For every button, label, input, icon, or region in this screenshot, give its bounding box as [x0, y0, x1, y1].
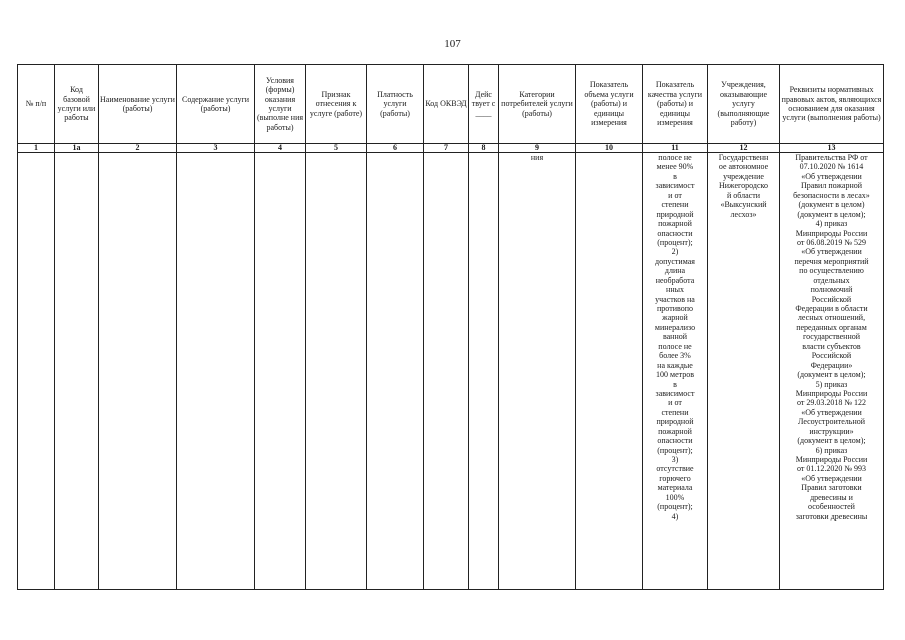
column-number-row: [18, 144, 884, 153]
header-cell-legal-acts: Реквизиты нормативных правовых актов, являющихся основанием для оказания услуги (выполнения работы): [780, 65, 884, 144]
cell-payment: [367, 153, 424, 590]
cell-consumers: ния: [499, 153, 576, 590]
column-number: 3: [177, 144, 255, 153]
column-number: 11: [643, 144, 708, 153]
column-number: 1а: [55, 144, 99, 153]
header-cell-conditions: Условия (формы) оказания услуги (выполне ния работы): [255, 65, 306, 144]
column-number: 7: [424, 144, 469, 153]
column-number: 13: [780, 144, 884, 153]
table-row: [18, 153, 884, 590]
cell-number: [18, 153, 55, 590]
column-number: 2: [99, 144, 177, 153]
cell-base-code: [55, 153, 99, 590]
header-cell-consumers: Категории потребителей услуги (работы): [499, 65, 576, 144]
header-cell-content: Содержание услуги (работы): [177, 65, 255, 144]
cell-quality: полосе не менее 90% в зависимост и от степени природной пожарной опасности (процент); 2) допустимая длина необработа нных участков на противопо жарной минерализо ванной полосе не более 3% на каждые 100 метров в зависимост и от степени природной пожарной опасности (процент); 3) отсутствие горючего материала 100% (процент); 4): [643, 153, 708, 590]
header-cell-volume: Показатель объема услуги (работы) и единицы измерения: [576, 65, 643, 144]
cell-conditions: [255, 153, 306, 590]
column-number: 5: [306, 144, 367, 153]
services-table: [17, 64, 884, 590]
cell-volume: [576, 153, 643, 590]
header-cell-payment: Платность услуги (работы): [367, 65, 424, 144]
header-row: [18, 65, 884, 144]
cell-valid-from: [469, 153, 499, 590]
cell-institutions: Государственн ое автономное учреждение Нижегородско й области «Выксунский лесхоз»: [708, 153, 780, 590]
header-cell-base-code: Код базовой услуги или работы: [55, 65, 99, 144]
cell-attribute: [306, 153, 367, 590]
page-number: 107: [444, 38, 461, 50]
column-number: 10: [576, 144, 643, 153]
cell-legal-acts: Правительства РФ от 07.10.2020 № 1614 «Об утверждении Правил пожарной безопасности в лесах» (документ в целом) (документ в целом); 4) приказ Минприроды России от 06.08.2019 № 529 «Об утверждении перечня мероприятий по осуществлению отдельных полномочий Российской Федерации в области лесных отношений, переданных органам государственной власти субъектов Российской Федерации» (документ в целом); 5) приказ Минприроды России от 29.03.2018 № 122 «Об утверждении Лесоустроительной инструкции» (документ в целом); 6) приказ Минприроды России от 01.12.2020 № 993 «Об утверждении Правил заготовки древесины и особенностей заготовки древесины: [780, 153, 884, 590]
header-cell-service-name: Наименование услуги (работы): [99, 65, 177, 144]
column-number: 9: [499, 144, 576, 153]
cell-okved: [424, 153, 469, 590]
header-cell-institutions: Учреждения, оказывающие услугу (выполняющие работу): [708, 65, 780, 144]
column-number: 6: [367, 144, 424, 153]
column-number: 12: [708, 144, 780, 153]
header-cell-okved: Код ОКВЭД: [424, 65, 469, 144]
header-cell-quality: Показатель качества услуги (работы) и единицы измерения: [643, 65, 708, 144]
cell-service-name: [99, 153, 177, 590]
column-number: 8: [469, 144, 499, 153]
header-cell-attribute: Признак отнесения к услуге (работе): [306, 65, 367, 144]
cell-content: [177, 153, 255, 590]
header-cell-valid-from: Дейс твует с ____: [469, 65, 499, 144]
column-number: 4: [255, 144, 306, 153]
header-cell-number: № п/п: [18, 65, 55, 144]
column-number: 1: [18, 144, 55, 153]
